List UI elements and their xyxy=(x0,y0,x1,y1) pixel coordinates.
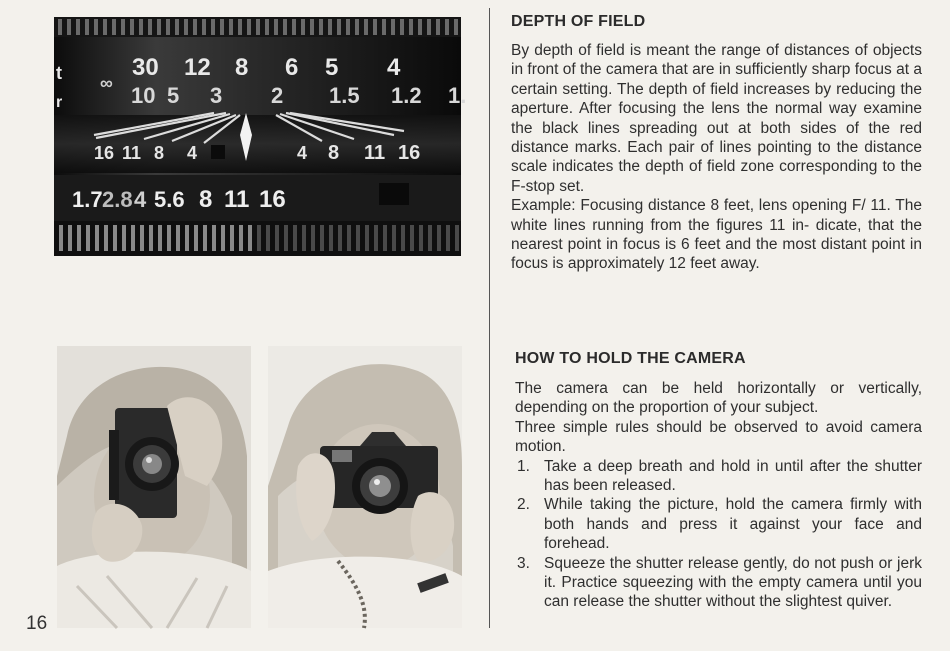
knurl-ridge xyxy=(410,225,414,251)
distance-bottom: 1.5 xyxy=(329,83,360,108)
knurl-ridge xyxy=(302,225,306,251)
paragraph: Example: Focusing distance 8 feet, lens opening F/ 11. The white lines running from the figures 11 in- dicate, that the nearest point in focus is 6 feet and the most distant point in focus is approximately 12 feet away. xyxy=(511,197,922,273)
dof-mark-right: 11 xyxy=(364,142,386,164)
knurl-ridge xyxy=(436,19,440,35)
knurl-ridge xyxy=(68,225,72,251)
knurl-ridge xyxy=(437,225,441,251)
knurl-ridge xyxy=(409,19,413,35)
dof-mark-right: 8 xyxy=(328,142,340,164)
distance-bottom: 1.2 xyxy=(391,83,422,108)
knurl-ridge xyxy=(85,19,89,35)
section-heading: DEPTH OF FIELD xyxy=(511,13,646,30)
knurl-ridge xyxy=(229,19,233,35)
knurl-ridge xyxy=(166,19,170,35)
knurl-ridge xyxy=(266,225,270,251)
aperture-value: 5.6 xyxy=(154,187,185,212)
knurl-ridge xyxy=(230,225,234,251)
distance-bottom: 5 xyxy=(167,83,180,108)
distance-bottom: 2 xyxy=(271,83,284,108)
edge-letter: t xyxy=(56,63,62,83)
knurl-ridge xyxy=(95,225,99,251)
knurl-ridge xyxy=(212,225,216,251)
hold-camera-section xyxy=(515,349,922,612)
knurl-ridge xyxy=(122,225,126,251)
knurl-ridge xyxy=(356,225,360,251)
knurl-ridge xyxy=(58,19,62,35)
distance-bottom: 1. xyxy=(448,83,467,108)
knurl-ridge xyxy=(383,225,387,251)
knurl-ridge xyxy=(203,225,207,251)
knurl-ridge xyxy=(293,225,297,251)
dof-mark-left: 16 xyxy=(94,143,115,163)
knurl-ridge xyxy=(76,19,80,35)
knurl-ridge xyxy=(455,225,459,251)
photo-vertical-hold xyxy=(57,346,251,628)
dof-mark-left: 8 xyxy=(154,143,165,163)
knurl-ridge xyxy=(257,225,261,251)
knurl-ridge xyxy=(338,225,342,251)
distance-top: 6 xyxy=(285,54,299,81)
knurl-ridge xyxy=(418,19,422,35)
knurl-ridge xyxy=(167,225,171,251)
knurl-ridge xyxy=(310,19,314,35)
knurl-ridge xyxy=(157,19,161,35)
knurl-ridge xyxy=(445,19,449,35)
knurl-ridge xyxy=(221,225,225,251)
aperture-value: 11 xyxy=(224,186,250,213)
knurl-ridge xyxy=(419,225,423,251)
aperture-value: 16 xyxy=(259,186,286,213)
list-item xyxy=(515,457,922,496)
dof-mark-right: 4 xyxy=(297,143,308,163)
aperture-value: 1.7 xyxy=(72,187,103,212)
distance-top: 5 xyxy=(325,54,339,81)
list-item xyxy=(515,554,922,612)
knurl-ridge xyxy=(283,19,287,35)
knurl-ridge xyxy=(103,19,107,35)
knurl-ridge xyxy=(140,225,144,251)
list-text: While taking the picture, hold the camera firmly with both hands and press it against your face and forehead. xyxy=(544,496,922,553)
knurl-ridge xyxy=(329,225,333,251)
knurl-ridge xyxy=(274,19,278,35)
dof-mark-left: 4 xyxy=(187,143,198,163)
aperture-value: 2.8 xyxy=(102,187,133,212)
knurl-ridge xyxy=(202,19,206,35)
distance-bottom: 3 xyxy=(210,83,223,108)
knurl-ridge xyxy=(139,19,143,35)
knurl-ridge xyxy=(275,225,279,251)
knurl-ridge xyxy=(194,225,198,251)
knurl-ridge xyxy=(239,225,243,251)
knurl-ridge xyxy=(364,19,368,35)
knurl-ridge xyxy=(454,19,458,35)
knurl-ridge xyxy=(184,19,188,35)
knurl-ridge xyxy=(256,19,260,35)
list-number: 2. xyxy=(517,496,530,514)
knurl-ridge xyxy=(121,19,125,35)
knurl-ridge xyxy=(175,19,179,35)
knurl-ridge xyxy=(185,225,189,251)
knurl-ridge xyxy=(148,19,152,35)
paragraph: Three simple rules should be observed to avoid camera motion. xyxy=(515,418,922,456)
knurl-ridge xyxy=(211,19,215,35)
knurl-ridge xyxy=(328,19,332,35)
page-number: 16 xyxy=(26,613,48,634)
aperture-value: 4 xyxy=(134,187,147,212)
knurl-ridge xyxy=(265,19,269,35)
lens-scale-photo xyxy=(54,17,467,256)
knurl-ridge xyxy=(220,19,224,35)
distance-top: 8 xyxy=(235,54,249,81)
photo-horizontal-hold xyxy=(268,346,462,628)
knurl-ridge xyxy=(238,19,242,35)
knurl-ridge xyxy=(67,19,71,35)
knurl-ridge xyxy=(149,225,153,251)
knurl-ridge xyxy=(77,225,81,251)
knurl-ridge xyxy=(391,19,395,35)
knurl-ridge xyxy=(292,19,296,35)
knurl-ridge xyxy=(446,225,450,251)
knurl-ridge xyxy=(346,19,350,35)
knurl-ridge xyxy=(284,225,288,251)
knurl-ridge xyxy=(193,19,197,35)
knurl-ridge xyxy=(248,225,252,251)
distance-top: 12 xyxy=(184,54,211,81)
knurl-ridge xyxy=(337,19,341,35)
knurl-ridge xyxy=(158,225,162,251)
list-item xyxy=(515,495,922,553)
knurl-ridge xyxy=(247,19,251,35)
knurl-ridge xyxy=(131,225,135,251)
knurl-ridge xyxy=(427,19,431,35)
list-number: 1. xyxy=(517,457,530,475)
list-text: Squeeze the shutter release gently, do not push or jerk it. Practice squeezing with the empty camera until you can release the shutter without the slightest quiver. xyxy=(544,554,922,611)
knurl-ridge xyxy=(104,225,108,251)
knurl-ridge xyxy=(400,19,404,35)
distance-top: 30 xyxy=(132,54,159,81)
red-mark xyxy=(211,145,225,159)
knurl-ridge xyxy=(319,19,323,35)
depth-of-field-section xyxy=(511,12,922,274)
aperture-window xyxy=(379,183,409,205)
knurl-ridge xyxy=(86,225,90,251)
knurl-ridge xyxy=(113,225,117,251)
knurl-ridge xyxy=(392,225,396,251)
knurl-ridge xyxy=(59,225,63,251)
knurl-ridge xyxy=(428,225,432,251)
rules-list xyxy=(515,457,922,612)
dof-mark-left: 11 xyxy=(122,143,142,163)
distance-bottom: 10 xyxy=(131,83,156,108)
knurl-ridge xyxy=(94,19,98,35)
section-heading: HOW TO HOLD THE CAMERA xyxy=(515,350,746,367)
knurl-ridge xyxy=(355,19,359,35)
paragraph: The camera can be held horizontally or vertically, depending on the proportion of your subject. xyxy=(515,380,922,417)
paragraph: By depth of field is meant the range of distances of objects in front of the camera that are in sufficiently sharp focus at a certain setting. The depth of field increases by reducing the aperture. After focusing the lens the normal way examine the black lines spreading out at both sides of the red distance marks. Each pair of lines pointing to the distance scale indicates the depth of field zone corresponding to the F-stop set. xyxy=(511,42,922,195)
knurl-ridge xyxy=(382,19,386,35)
knurl-ridge xyxy=(311,225,315,251)
edge-letter: r xyxy=(56,94,63,111)
column-divider xyxy=(489,8,490,628)
knurl-ridge xyxy=(401,225,405,251)
knurl-ridge xyxy=(320,225,324,251)
knurl-ridge xyxy=(176,225,180,251)
knurl-ridge xyxy=(112,19,116,35)
dof-mark-right: 16 xyxy=(398,142,421,164)
knurl-ridge xyxy=(373,19,377,35)
knurl-ridge xyxy=(130,19,134,35)
list-number: 3. xyxy=(517,554,530,572)
knurl-ridge xyxy=(374,225,378,251)
knurl-ridge xyxy=(301,19,305,35)
knurl-ridge xyxy=(365,225,369,251)
distance-top: 4 xyxy=(387,54,401,81)
knurl-ridge xyxy=(347,225,351,251)
distance-top: ∞ xyxy=(100,73,113,93)
aperture-value: 8 xyxy=(199,186,213,213)
list-text: Take a deep breath and hold in until after the shutter has been released. xyxy=(544,457,922,495)
